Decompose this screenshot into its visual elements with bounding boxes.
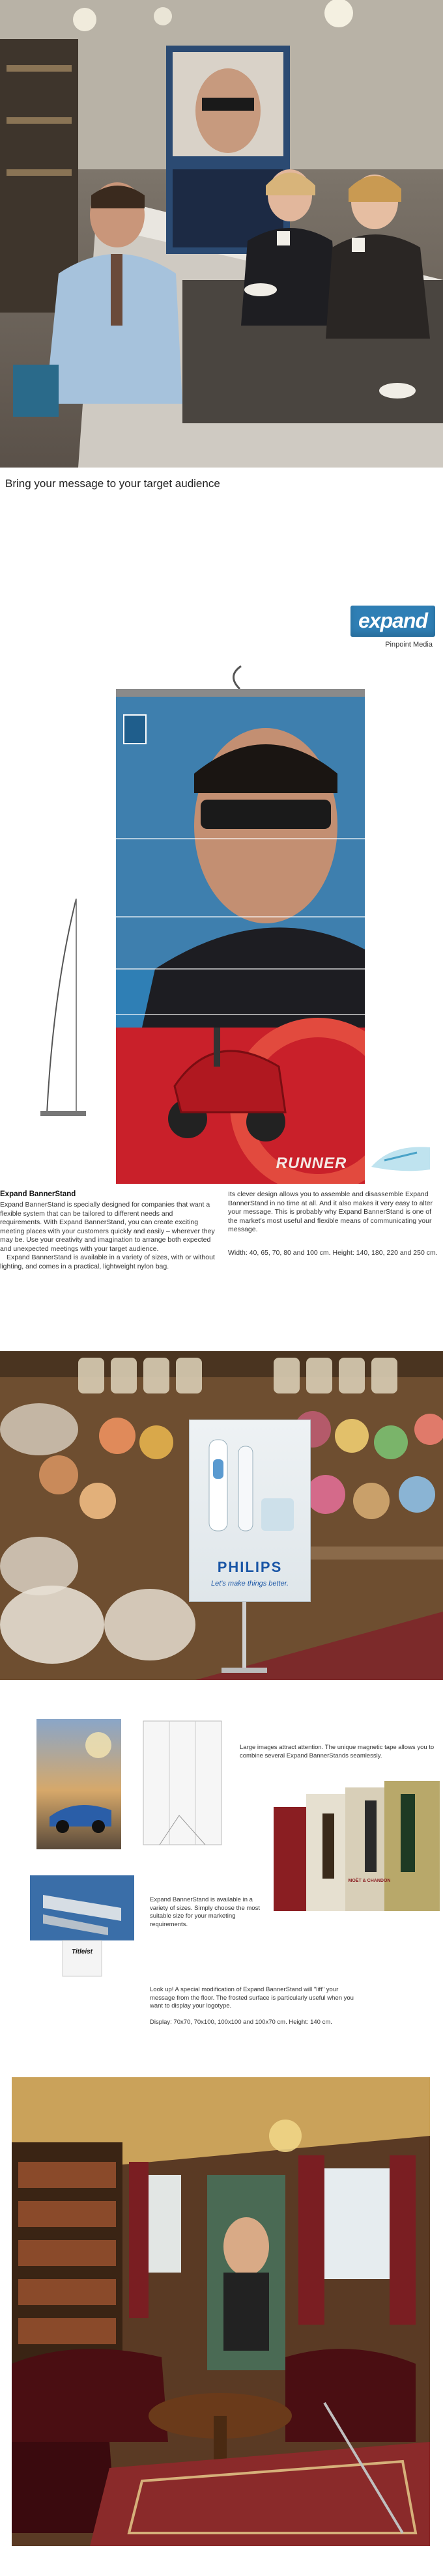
brand-tagline: Pinpoint Media bbox=[385, 641, 433, 649]
product-col1-paragraph: Expand BannerStand is available in a variety of sizes, with or without lighting, and comes in a practical, lightweight nylon bag. bbox=[0, 1253, 215, 1270]
banner-stand bbox=[116, 663, 365, 1184]
hero-photo-illustration bbox=[0, 0, 443, 468]
hero-photo bbox=[0, 0, 443, 468]
golf-banner bbox=[30, 1875, 134, 1980]
banner-product-name: RUNNER bbox=[276, 1155, 347, 1172]
lounge-photo-illustration bbox=[12, 2077, 430, 2546]
stand-bag-icon bbox=[365, 1141, 436, 1175]
car-illustration bbox=[36, 1719, 121, 1849]
golf-brand: Titleist bbox=[71, 1948, 93, 1955]
wine-banners-illustration bbox=[274, 1781, 440, 1911]
golf-clubs-illustration bbox=[30, 1875, 134, 1980]
product-col1-paragraph: Expand BannerStand is specially designed for companies that want a flexible system that can be tailored to different needs and requirements. With Expand BannerStand, you can create exciting meeting places with your customers quickly and easily – wherever they may be. Use your creativity and imagination to arrange both expected and unexpected meetings with your target audience. bbox=[0, 1201, 215, 1253]
car-banner-thumbnail bbox=[36, 1719, 121, 1849]
wine-banners bbox=[274, 1781, 440, 1911]
product-title: Expand BannerStand bbox=[0, 1190, 76, 1198]
feature-lookup-text: Look up! A special modification of Expand BannerStand will "lift" your message from the floor. The frosted surface is particularly useful when you want to display your logotype. bbox=[150, 1986, 354, 2009]
philips-banner bbox=[189, 1420, 311, 1602]
banner-stand-graphic bbox=[116, 663, 365, 1184]
product-specs: Width: 40, 65, 70, 80 and 100 cm. Height: 140, 180, 220 and 250 cm. bbox=[228, 1248, 438, 1257]
brand-logo bbox=[350, 606, 435, 637]
feature-sizes-text: Expand BannerStand is available in a variety of sizes. Simply choose the most suitable size for your marketing requirements. bbox=[150, 1896, 260, 1928]
wine-brand: MOËT & CHANDON bbox=[348, 1879, 391, 1883]
philips-slogan: Let's make things better. bbox=[210, 1580, 289, 1588]
shop-photo bbox=[0, 1351, 443, 1680]
feature-lookup-display: Display: 70x70, 70x100, 100x100 and 100x70 cm. Height: 140 cm. bbox=[150, 2019, 332, 2026]
feature-magnetic-text: Large images attract attention. The unique magnetic tape allows you to combine several Expand BannerStands seamlessly. bbox=[240, 1744, 435, 1759]
hero-caption: Bring your message to your target audience bbox=[5, 477, 220, 490]
philips-brand: PHILIPS bbox=[217, 1559, 283, 1575]
frosted-stand-thumbnail bbox=[140, 1718, 225, 1851]
stand-side-profile bbox=[40, 899, 86, 1120]
product-column-2 bbox=[228, 1190, 442, 1257]
toothbrush-illustration bbox=[190, 1420, 310, 1550]
product-col2-paragraph: Its clever design allows you to assemble and disassemble Expand BannerStand in no time at all. And it also makes it very easy to alter your message. This is probably why Expand BannerStand is one of the market's most useful and flexible means of communicating your message. bbox=[228, 1190, 433, 1233]
lounge-photo bbox=[12, 2077, 430, 2546]
product-column-1 bbox=[0, 1201, 216, 1271]
brand-logo-text: expand bbox=[358, 609, 428, 632]
